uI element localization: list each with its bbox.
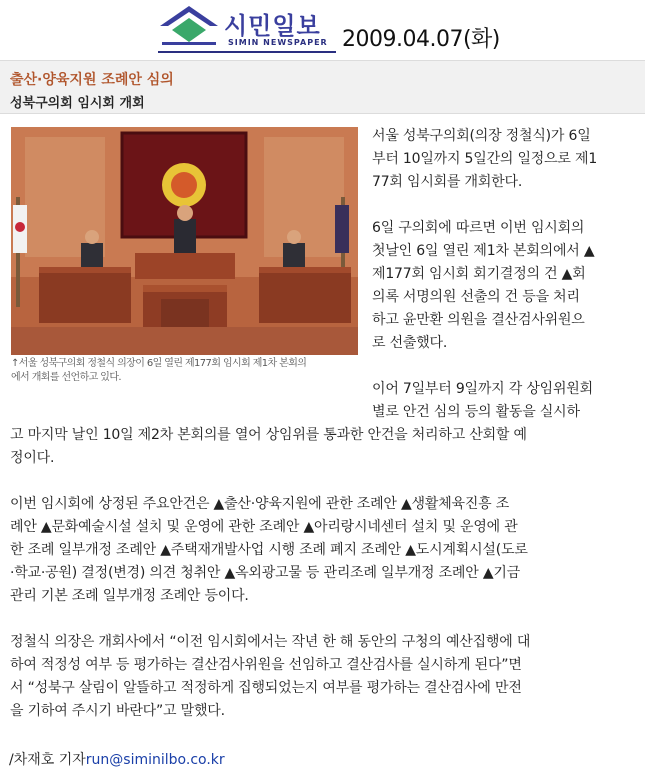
paragraph-line: 하여 적정성 여부 등 평가하는 결산검사위원을 선임하고 결산검사를 실시하게 된다”면: [10, 657, 522, 673]
newspaper-logo[interactable]: [158, 4, 338, 56]
article-paragraph: [372, 217, 594, 355]
headline-box: [0, 60, 645, 114]
diamond-roof-logo-icon: [158, 4, 220, 46]
reporter-email-link[interactable]: run@siminilbo.co.kr: [85, 752, 225, 768]
caption-line: 에서 개회를 선언하고 있다.: [11, 372, 121, 383]
paragraph-line: 이어 7일부터 9일까지 각 상임위원회: [372, 381, 593, 397]
council-session-photo: [11, 127, 358, 355]
paragraph-line: 관리 기본 조례 일부개정 조례안 등이다.: [10, 588, 249, 604]
article-headline: 출산·양육지원 조례안 심의: [10, 72, 174, 88]
logo-title: 시민일보: [224, 12, 321, 40]
paragraph-line: 이번 임시회에 상정된 주요안건은 ▲출산·양육지원에 관한 조례안 ▲생활체육진흥 조: [10, 496, 510, 512]
logo-underline: [158, 51, 336, 53]
article-paragraph: [372, 125, 597, 194]
caption-line: ↑서울 성북구의회 정철식 의장이 6일 열린 제177회 임시회 제1차 본회의: [11, 358, 307, 369]
paragraph-line: 하고 윤만환 의원을 결산검사위원으: [372, 312, 585, 328]
paragraph-line: 제177회 임시회 회기결정의 건 ▲회: [372, 266, 586, 282]
issue-date: 2009.04.07(화): [342, 27, 500, 52]
paragraph-line: 77회 임시회를 개회한다.: [372, 174, 523, 190]
paragraph-line: 6일 구의회에 따르면 이번 임시회의: [372, 220, 585, 236]
paragraph-line: 서 “성북구 살림이 알뜰하고 적정하게 집행되었는지 여부를 평가하는 결산검사에 만전: [10, 680, 522, 696]
masthead: [0, 0, 645, 60]
paragraph-line: 한 조례 일부개정 조례안 ▲주택재개발사업 시행 조례 폐지 조례안 ▲도시계획시설(도로: [10, 542, 528, 558]
paragraph-line: 고 마지막 날인 10일 제2차 본회의를 열어 상임위를 통과한 안건을 처리하고 산회할 예: [10, 427, 527, 443]
reporter-name: /차재호 기자: [9, 752, 86, 768]
paragraph-line: 서울 성북구의회(의장 정철식)가 6일: [372, 128, 591, 144]
article-paragraph-full: [10, 424, 527, 470]
paragraph-line: 로 선출했다.: [372, 335, 448, 351]
paragraph-line: 부터 10일까지 5일간의 일정으로 제1: [372, 151, 598, 167]
paragraph-line: 을 기하여 주시기 바란다”고 말했다.: [10, 703, 225, 719]
byline: [9, 749, 225, 769]
paragraph-line: 정이다.: [10, 450, 55, 466]
photo-caption: [11, 357, 358, 385]
article-subheadline: 성북구의회 임시회 개회: [10, 96, 145, 111]
article-paragraph-right: [372, 378, 593, 424]
paragraph-line: 례안 ▲문화예술시설 설치 및 운영에 관한 조례안 ▲아리랑시네센터 설치 및 운영에 관: [10, 519, 518, 535]
article-paragraph: [10, 631, 530, 723]
article-photo: [11, 127, 358, 355]
article-paragraph: [10, 493, 528, 608]
paragraph-line: 별로 안건 심의 등의 활동을 실시하: [372, 404, 580, 420]
logo-subtitle: SIMIN NEWSPAPER: [228, 38, 328, 47]
paragraph-line: 의록 서명의원 선출의 건 등을 처리: [372, 289, 580, 305]
paragraph-line: ·학교·공원) 결정(변경) 의견 청취안 ▲옥외광고물 등 관리조례 일부개정 조례안 ▲기금: [10, 565, 521, 581]
paragraph-line: 첫날인 6일 열린 제1차 본회의에서 ▲: [372, 243, 595, 259]
paragraph-line: 정철식 의장은 개회사에서 “이전 임시회에서는 작년 한 해 동안의 구청의 예산집행에 대: [10, 634, 531, 650]
